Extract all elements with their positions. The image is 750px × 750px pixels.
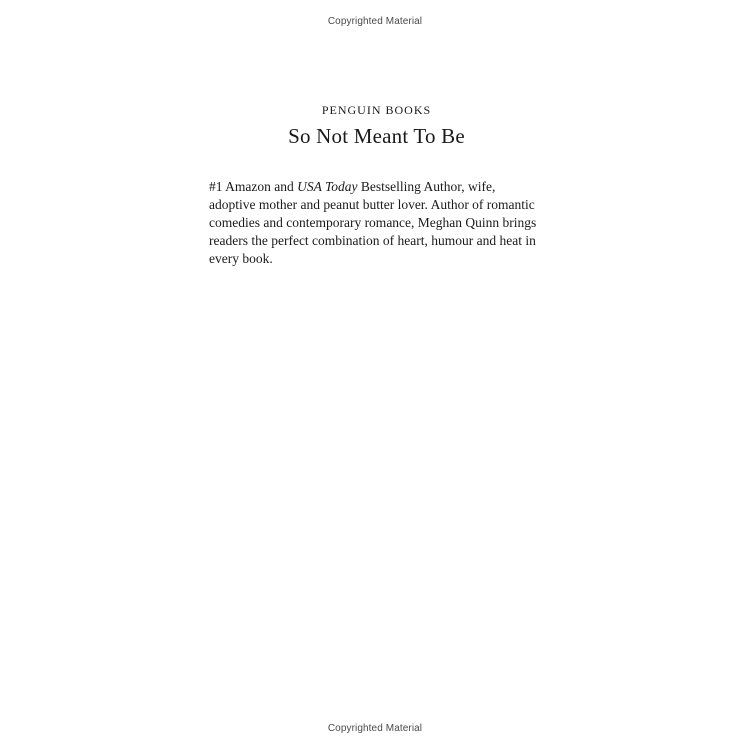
- bio-italic-publication: USA Today: [297, 179, 358, 194]
- author-bio: [209, 178, 544, 268]
- copyright-watermark-top: Copyrighted Material: [327, 16, 423, 27]
- copyright-watermark-bottom: Copyrighted Material: [327, 723, 423, 734]
- publisher-name: PENGUIN BOOKS: [321, 103, 432, 117]
- book-title: So Not Meant To Be: [288, 124, 465, 148]
- bio-text-start: #1 Amazon and: [209, 179, 298, 194]
- book-page: [209, 100, 544, 282]
- bio-text-rest: Bestselling Author, wife, adoptive mother and peanut butter lover. Author of romantic comedies and contemporary romance, Meghan Quinn brings readers the perfect combination of heart, humour and heat in every book.: [209, 179, 537, 266]
